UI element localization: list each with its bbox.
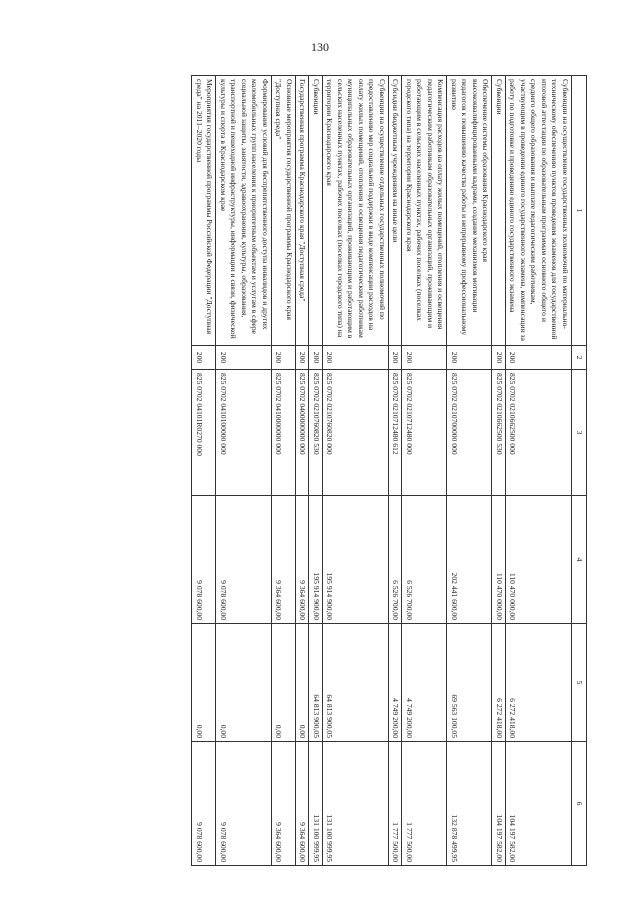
row-code: 200 bbox=[402, 346, 447, 370]
row-plan-amount: 6 526 700,00 bbox=[389, 496, 403, 624]
page-number: 130 bbox=[311, 40, 329, 54]
header-col-5: 5 bbox=[572, 624, 587, 742]
row-code: 200 bbox=[506, 346, 572, 370]
header-col-3: 3 bbox=[572, 370, 587, 496]
row-kbk: 825 0702 0410100000 000 bbox=[216, 370, 272, 496]
table-row bbox=[216, 76, 272, 866]
row-kbk: 825 0702 0210662500 530 bbox=[492, 370, 506, 496]
table-body bbox=[192, 76, 587, 866]
row-name: Государственная программа Краснодарского края "Доступная среда" bbox=[296, 76, 310, 346]
row-exec-amount: 4 749 200,00 bbox=[402, 624, 447, 742]
row-exec-amount: 6 272 418,00 bbox=[492, 624, 506, 742]
header-col-1: 1 bbox=[572, 76, 587, 346]
row-plan-amount: 9 364 600,00 bbox=[272, 496, 296, 624]
row-kbk: 825 0702 0210712480 000 bbox=[402, 370, 447, 496]
row-code: 200 bbox=[216, 346, 272, 370]
row-kbk: 825 0702 0210760820 530 bbox=[309, 370, 323, 496]
row-exec-amount: 0,00 bbox=[296, 624, 310, 742]
table-row bbox=[402, 76, 447, 866]
row-exec-amount: 64 813 900,05 bbox=[309, 624, 323, 742]
row-exec-amount: 0,00 bbox=[192, 624, 216, 742]
row-rest-amount: 9 078 600,00 bbox=[216, 742, 272, 866]
row-name: Субвенции на осуществление отдельных государственных полномочий по предоставлению мер социальной поддержки в виде компенсации расходов на оплату жилых помещений, отопления и освещения педагогическим работникам муниципальных образовательных организаций, проживающим и работающим в сельских населенных пунктах, рабочих поселках (поселках городского типа) на территории Краснодарского края bbox=[323, 76, 389, 346]
row-code: 200 bbox=[492, 346, 506, 370]
row-name: Основные мероприятия государственной программы Краснодарского края "Доступная среда" bbox=[272, 76, 296, 346]
row-code: 200 bbox=[389, 346, 403, 370]
row-rest-amount: 104 197 582,00 bbox=[492, 742, 506, 866]
row-kbk: 825 0702 0210712480 612 bbox=[389, 370, 403, 496]
row-exec-amount: 6 272 418,00 bbox=[506, 624, 572, 742]
row-rest-amount: 132 878 499,95 bbox=[447, 742, 492, 866]
row-exec-amount: 69 563 100,05 bbox=[447, 624, 492, 742]
row-kbk: 825 0702 04101R0270 000 bbox=[192, 370, 216, 496]
table-row bbox=[309, 76, 323, 866]
row-code: 200 bbox=[309, 346, 323, 370]
row-kbk: 825 0702 0210700000 000 bbox=[447, 370, 492, 496]
row-kbk: 825 0702 0210760820 000 bbox=[323, 370, 389, 496]
table-row bbox=[506, 76, 572, 866]
row-kbk: 825 0702 0410000000 000 bbox=[272, 370, 296, 496]
row-name: Субвенции на осуществление государственных полномочий по материально-техническому обеспечению пунктов проведения экзаменов для государственной итоговой аттестации по образовательным программам основного общего и среднего общего образования и выплате педагогическим работникам, участвующим в проведении единого государственного экзамена, компенсации за работу по подготовке и проведению единого государственного экзамена bbox=[506, 76, 572, 346]
row-plan-amount: 9 364 600,00 bbox=[296, 496, 310, 624]
row-kbk: 825 0702 0210662500 000 bbox=[506, 370, 572, 496]
row-kbk: 825 0702 0400000000 000 bbox=[296, 370, 310, 496]
row-rest-amount: 131 100 999,95 bbox=[309, 742, 323, 866]
row-name: Субвенции bbox=[492, 76, 506, 346]
row-code: 200 bbox=[192, 346, 216, 370]
row-rest-amount: 104 197 582,00 bbox=[506, 742, 572, 866]
row-plan-amount: 110 470 000,00 bbox=[492, 496, 506, 624]
table-row bbox=[492, 76, 506, 866]
row-plan-amount: 9 078 600,00 bbox=[192, 496, 216, 624]
row-name: Обеспечение системы образования Краснодарского края высококвалифицированными кадрами, создание механизмов мотивации педагогов к повышению качества работы и непрерывному профессиональному развитию bbox=[447, 76, 492, 346]
row-rest-amount: 131 100 999,95 bbox=[323, 742, 389, 866]
row-code: 200 bbox=[272, 346, 296, 370]
row-plan-amount: 202 441 600,00 bbox=[447, 496, 492, 624]
row-exec-amount: 64 813 900,05 bbox=[323, 624, 389, 742]
header-row bbox=[572, 76, 587, 866]
table-row bbox=[389, 76, 403, 866]
row-plan-amount: 9 078 600,00 bbox=[216, 496, 272, 624]
row-plan-amount: 6 526 700,00 bbox=[402, 496, 447, 624]
table-row bbox=[272, 76, 296, 866]
row-plan-amount: 195 914 900,00 bbox=[323, 496, 389, 624]
row-exec-amount: 0,00 bbox=[272, 624, 296, 742]
table-row bbox=[323, 76, 389, 866]
row-rest-amount: 9 364 600,00 bbox=[272, 742, 296, 866]
table-row bbox=[447, 76, 492, 866]
row-plan-amount: 195 914 900,00 bbox=[309, 496, 323, 624]
row-name: Субсидии бюджетным учреждениям на иные цели bbox=[389, 76, 403, 346]
row-exec-amount: 0,00 bbox=[216, 624, 272, 742]
row-name: Мероприятия государственной программы Российской Федерации "Доступная среда" на 2011–2020 годы bbox=[192, 76, 216, 346]
row-rest-amount: 1 777 500,00 bbox=[402, 742, 447, 866]
row-name: Субвенции bbox=[309, 76, 323, 346]
row-rest-amount: 9 364 600,00 bbox=[296, 742, 310, 866]
table-row bbox=[296, 76, 310, 866]
header-col-4: 4 bbox=[572, 496, 587, 624]
row-rest-amount: 1 777 500,00 bbox=[389, 742, 403, 866]
header-col-2: 2 bbox=[572, 346, 587, 370]
row-name: Формирование условий для беспрепятственного доступа инвалидов и других маломобильных групп населения к приоритетным объектам и услугам в сфере социальной защиты, занятости, здравоохранения, культуры, образования, транспортной и пешеходной инфраструктуры, информации и связи, физической культуры и спорта в Краснодарском крае bbox=[216, 76, 272, 346]
row-rest-amount: 9 078 600,00 bbox=[192, 742, 216, 866]
row-exec-amount: 4 749 200,00 bbox=[389, 624, 403, 742]
row-code: 200 bbox=[296, 346, 310, 370]
budget-table-sheet bbox=[112, 75, 587, 865]
row-code: 200 bbox=[323, 346, 389, 370]
table-row bbox=[192, 76, 216, 866]
row-name: Компенсация расходов на оплату жилых помещений, отопления и освещения педагогическим работникам образовательных организаций, проживающим и работающим в сельских населенных пунктах, рабочих поселках (поселках городского типа) на территории Краснодарского края bbox=[402, 76, 447, 346]
header-col-6: 6 bbox=[572, 742, 587, 866]
row-plan-amount: 110 470 000,00 bbox=[506, 496, 572, 624]
budget-table bbox=[192, 75, 588, 866]
row-code: 200 bbox=[447, 346, 492, 370]
